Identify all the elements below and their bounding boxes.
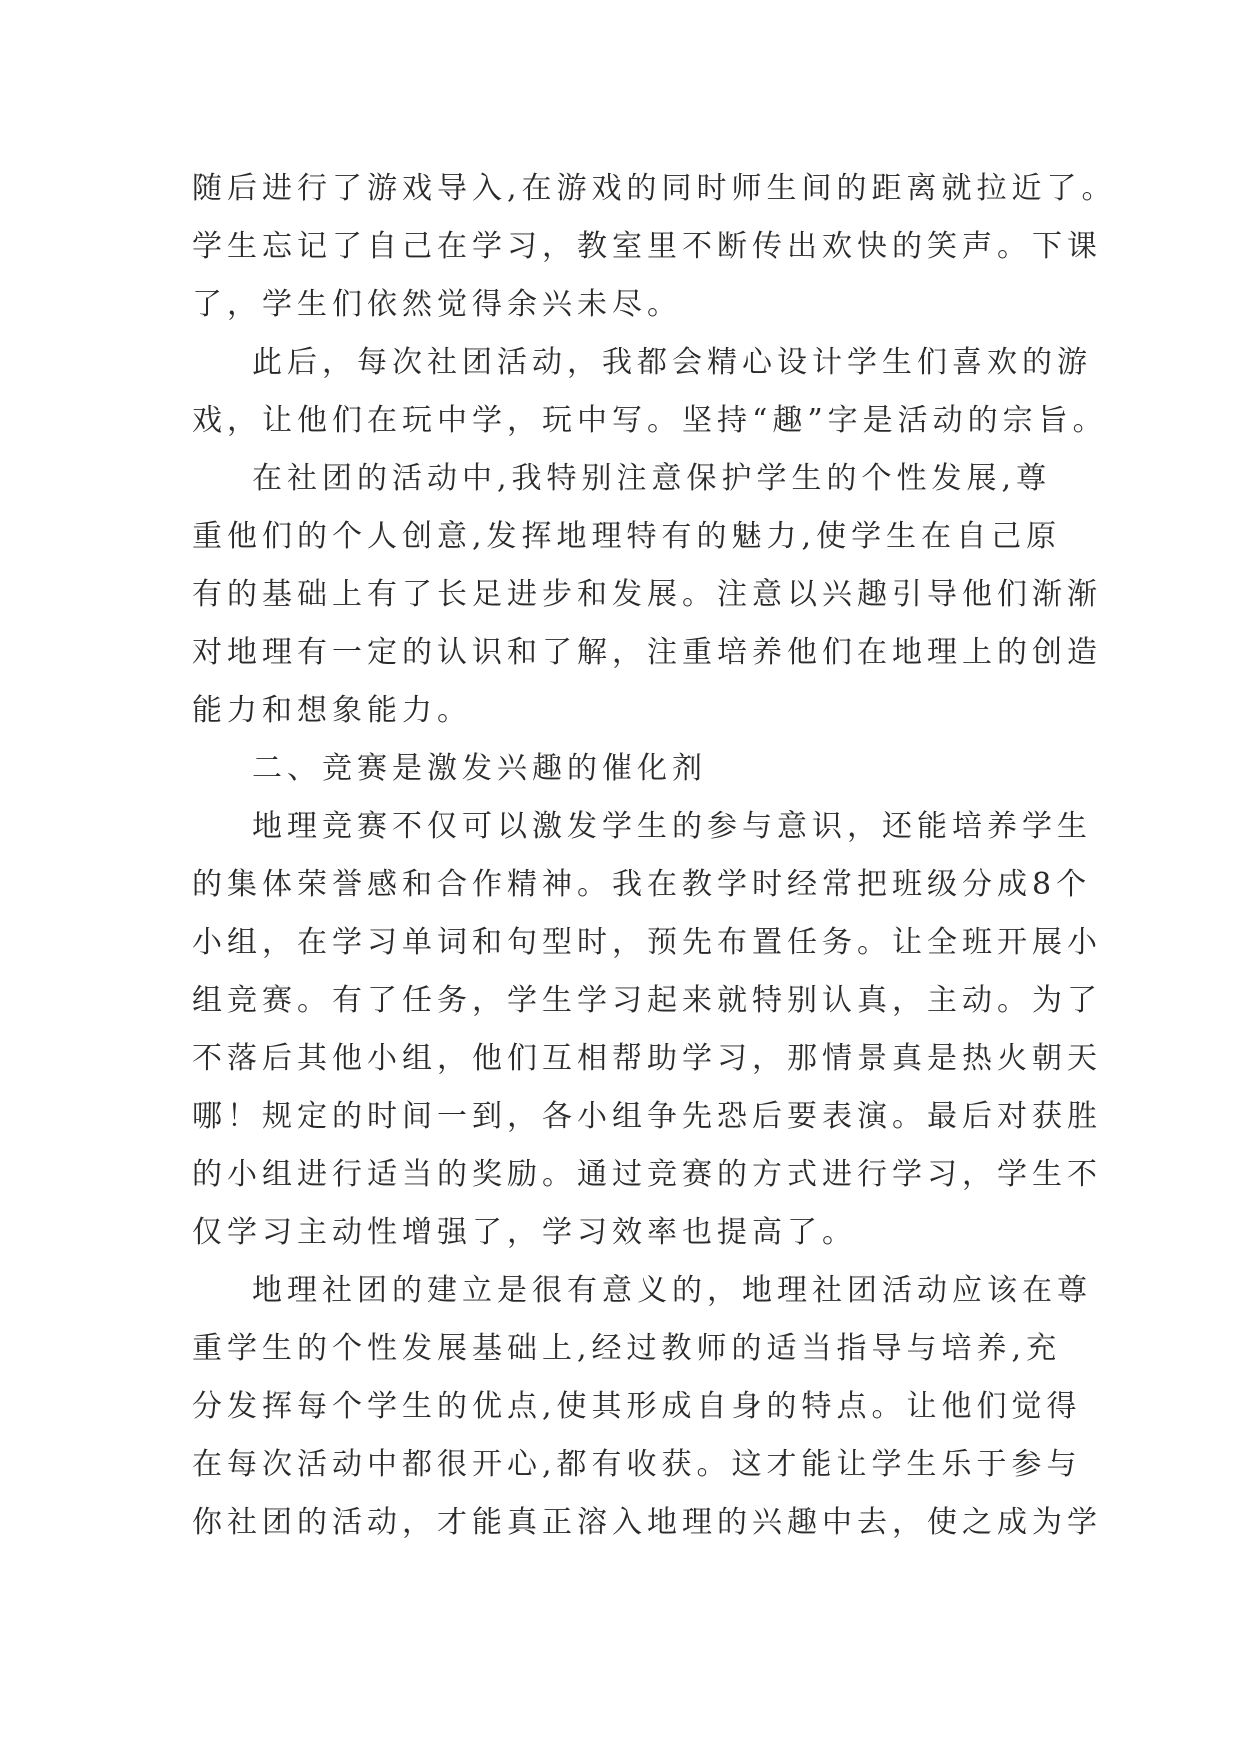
text-line: 不落后其他小组，他们互相帮助学习，那情景真是热火朝天	[192, 1041, 1102, 1076]
text-line: 哪！规定的时间一到，各小组争先恐后要表演。最后对获胜	[192, 1099, 1102, 1134]
section-heading: 二、竞赛是激发兴趣的催化剂	[252, 751, 707, 786]
text-line: 分发挥每个学生的优点,使其形成自身的特点。让他们觉得	[192, 1389, 1082, 1424]
text-line: 组竞赛。有了任务，学生学习起来就特别认真，主动。为了	[192, 983, 1102, 1018]
text-line: 在每次活动中都很开心,都有收获。这才能让学生乐于参与	[192, 1447, 1082, 1482]
body-text	[192, 160, 1117, 1552]
text-line: 在社团的活动中,我特别注意保护学生的个性发展,尊	[252, 461, 1052, 496]
text-line: 地理竞赛不仅可以激发学生的参与意识，还能培养学生	[252, 809, 1092, 844]
text-line: 的小组进行适当的奖励。通过竞赛的方式进行学习，学生不	[192, 1157, 1102, 1192]
text-line: 有的基础上有了长足进步和发展。注意以兴趣引导他们渐渐	[192, 577, 1102, 612]
text-line: 此后，每次社团活动，我都会精心设计学生们喜欢的游	[252, 345, 1092, 380]
text-line: 对地理有一定的认识和了解，注重培养他们在地理上的创造	[192, 635, 1102, 670]
text-line: 小组，在学习单词和句型时，预先布置任务。让全班开展小	[192, 925, 1102, 960]
text-line: 重他们的个人创意,发挥地理特有的魅力,使学生在自己原	[192, 519, 1062, 554]
text-line: 重学生的个性发展基础上,经过教师的适当指导与培养,充	[192, 1331, 1062, 1366]
text-line: 了，学生们依然觉得余兴未尽。	[192, 287, 682, 322]
text-line: 随后进行了游戏导入,在游戏的同时师生间的距离就拉近了。	[192, 171, 1117, 206]
text-line: 能力和想象能力。	[192, 693, 472, 728]
text-line: 学生忘记了自己在学习，教室里不断传出欢快的笑声。下课	[192, 229, 1102, 264]
text-line: 仅学习主动性增强了，学习效率也提高了。	[192, 1215, 857, 1250]
text-line: 戏，让他们在玩中学，玩中写。坚持“趣”字是活动的宗旨。	[192, 403, 1108, 438]
text-line: 地理社团的建立是很有意义的，地理社团活动应该在尊	[252, 1273, 1092, 1308]
text-line: 你社团的活动，才能真正溶入地理的兴趣中去，使之成为学	[192, 1505, 1102, 1540]
text-line: 的集体荣誉感和合作精神。我在教学时经常把班级分成8个	[192, 867, 1092, 902]
